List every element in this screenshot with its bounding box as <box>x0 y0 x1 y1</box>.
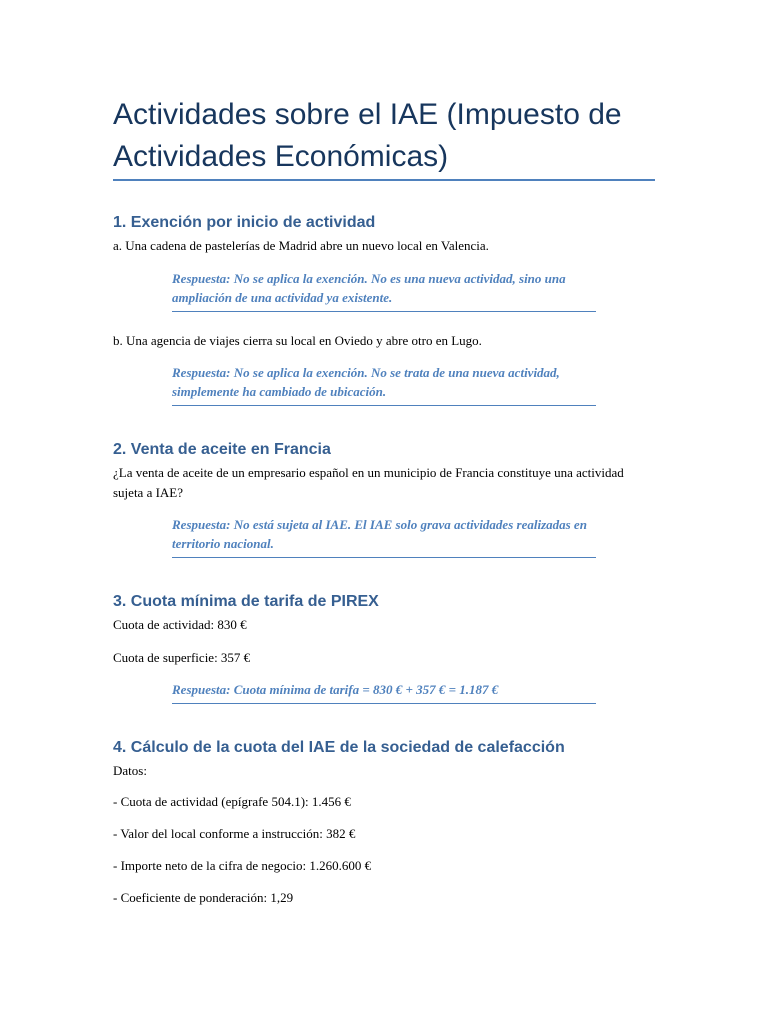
section-1-answer-a: Respuesta: No se aplica la exención. No es una nueva actividad, sino una ampliación de una actividad ya existente. <box>172 269 596 312</box>
section-1-heading: 1. Exención por inicio de actividad <box>113 214 376 231</box>
section-4-heading: 4. Cálculo de la cuota del IAE de la sociedad de calefacción <box>113 739 565 756</box>
section-2-answer: Respuesta: No está sujeta al IAE. El IAE solo grava actividades realizadas en territorio nacional. <box>172 515 596 558</box>
section-1-question-a: a. Una cadena de pastelerías de Madrid abre un nuevo local en Valencia. <box>113 238 489 253</box>
section-1-question-b: b. Una agencia de viajes cierra su local en Oviedo y abre otro en Lugo. <box>113 333 482 348</box>
section-4-intro: Datos: <box>113 763 147 778</box>
section-2-heading: 2. Venta de aceite en Francia <box>113 441 331 458</box>
title-underline <box>113 179 655 181</box>
section-3-heading: 3. Cuota mínima de tarifa de PIREX <box>113 593 379 610</box>
data-list-item: - Valor del local conforme a instrucción: 382 € <box>113 826 356 841</box>
section-1-answer-b: Respuesta: No se aplica la exención. No se trata de una nueva actividad, simplemente ha cambiado de ubicación. <box>172 363 596 406</box>
data-list-item: - Importe neto de la cifra de negocio: 1.260.600 € <box>113 858 372 873</box>
document-title: Actividades sobre el IAE (Impuesto de Actividades Económicas) <box>113 98 622 173</box>
section-3-line-1: Cuota de actividad: 830 € <box>113 617 247 632</box>
data-list-item: - Cuota de actividad (epígrafe 504.1): 1.456 € <box>113 794 351 809</box>
data-list-item: - Coeficiente de ponderación: 1,29 <box>113 890 294 905</box>
section-3-line-2: Cuota de superficie: 357 € <box>113 650 251 665</box>
section-2-question: ¿La venta de aceite de un empresario español en un municipio de Francia constituye una actividad sujeta a IAE? <box>113 465 624 500</box>
section-3-answer: Respuesta: Cuota mínima de tarifa = 830 € + 357 € = 1.187 € <box>172 680 596 704</box>
